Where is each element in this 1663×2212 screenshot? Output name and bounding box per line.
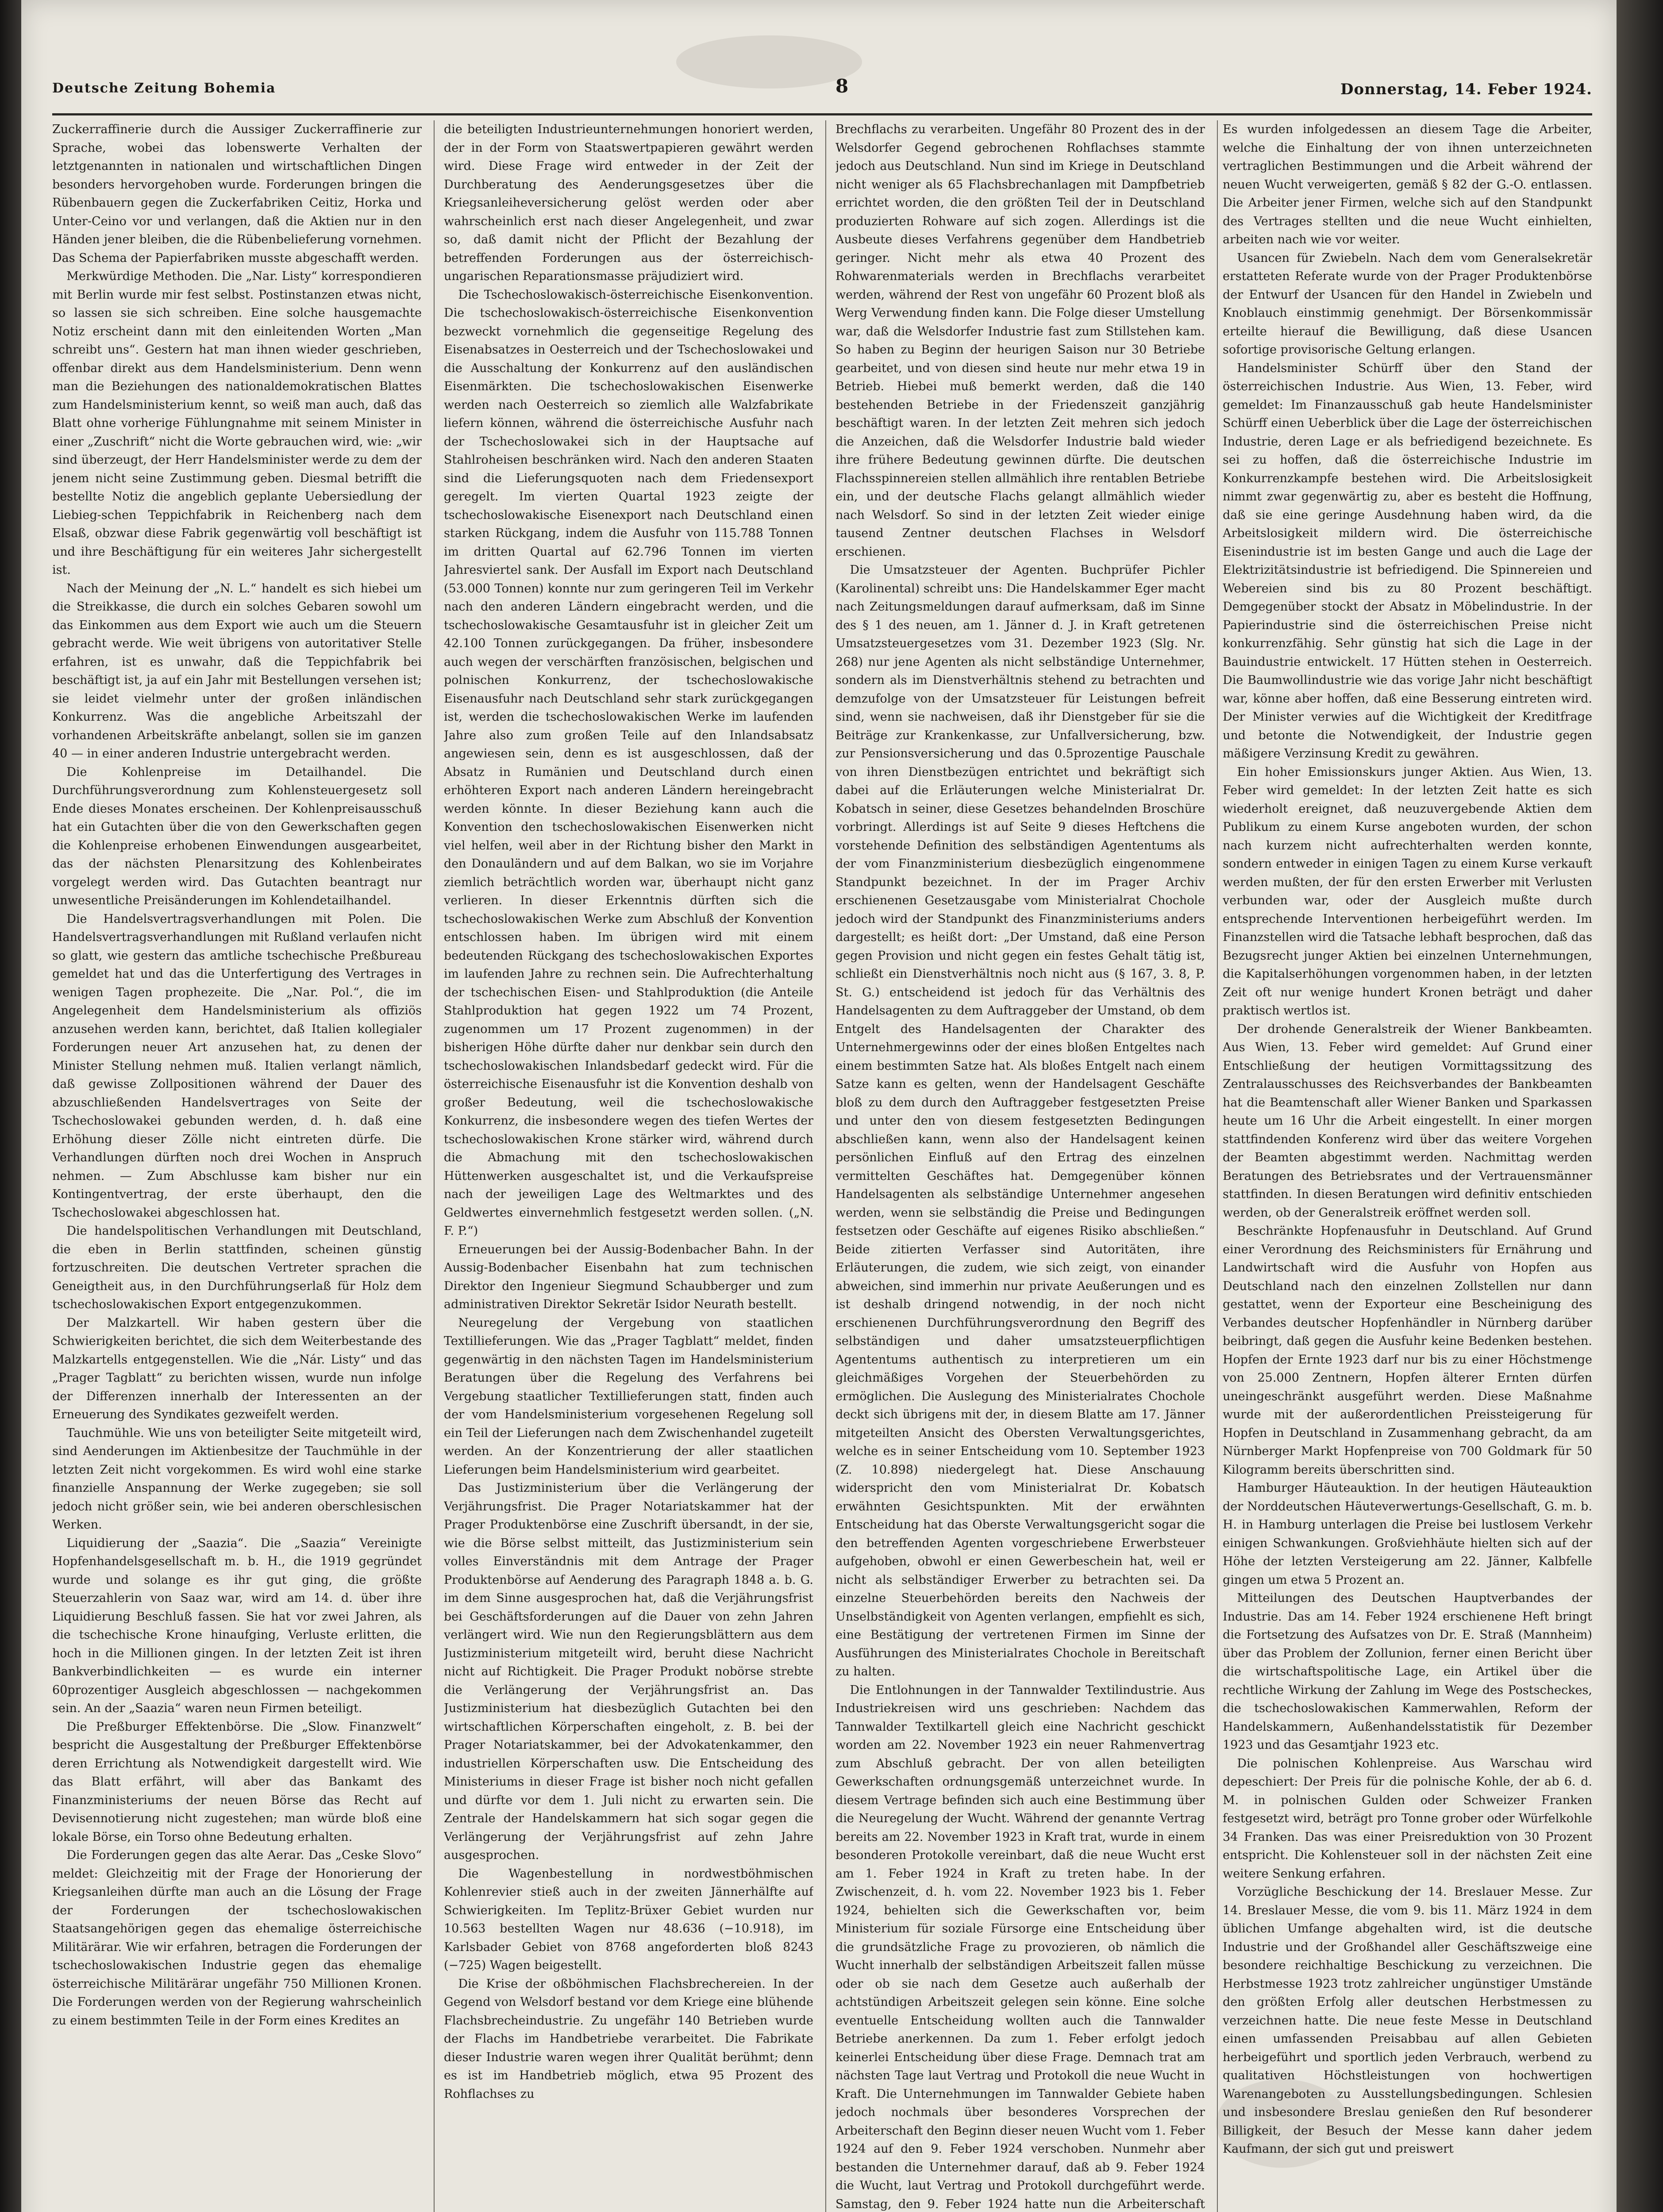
article-columns (52, 120, 1592, 2212)
column-2 (444, 120, 813, 2212)
article-paragraph: Merkwürdige Methoden. Die „Nar. Listy“ korrespondieren mit Berlin wurde mir fest selbst. Postinstanzen etwas nicht, so lassen sie sich schreiben. Eine solche hausgemachte Notiz erscheint dann mit den einleitenden Worten „Man schreibt uns“. Gestern hat man ihnen wieder geschrieben, offenbar direkt aus dem Handelsministerium. Denn wenn man die Beziehungen des nationaldemokratischen Blattes zum Handelsministerium kennt, so weiß man auch, daß das Blatt ohne vorherige Fühlungnahme mit seinem Minister in einer „Zuschrift“ nicht die Worte gebrauchen wird, wie: „wir sind überzeugt, der Herr Handelsminister werde zu dem der jenem nicht seine Zustimmung geben. Diesmal betrifft die bestellte Notiz die angeblich geplante Uebersiedlung der Liebieg-schen Teppichfabrik in Reichenberg nach dem Elsaß, obzwar diese Fabrik gegenwärtig voll beschäftigt ist und ihre Beschäftigung für ein weiteres Jahr sichergestellt ist. (52, 269, 422, 577)
article-paragraph: Die Preßburger Effektenbörse. Die „Slow. Finanzwelt“ bespricht die Ausgestaltung der Preßburger Effektenbörse deren Errichtung als Notwendigkeit dargestellt wird. Wie das Blatt erfährt, will aber das Bankamt des Finanzministeriums der neuen Börse das Recht auf Devisennotierung nicht zugestehen; man würde bloß eine lokale Börse, ein Torso ohne Bedeutung erhalten. (52, 1720, 422, 1844)
article-paragraph: Vorzügliche Beschickung der 14. Breslauer Messe. Zur 14. Breslauer Messe, die vom 9. bis 11. März 1924 in dem üblichen Umfange abgehalten wird, ist die deutsche Industrie und der Großhandel aller Geschäftszweige eine besondere reichhaltige Beschickung zu verzeichnen. Die Herbstmesse 1923 trotz zahlreicher ungünstiger Umstände den größten Erfolg aller deutschen Herbstmessen zu verzeichnen hatte. Die neue feste Messe in Deutschland einen umfassenden Preisabbau auf allen Gebieten herbeigeführt und sportlich jeden Verbrauch, werbend zu qualitativen Höchstleistungen von hochwertigen Warenangeboten zu Ausstellungsbedingungen. Schlesien und insbesondere Breslau genießen den Ruf besonderer Billigkeit, der Besuch der Messe kann daher jedem Kaufmann, der sich gut und preiswert (1223, 1885, 1592, 2156)
article-paragraph: Ein hoher Emissionskurs junger Aktien. Aus Wien, 13. Feber wird gemeldet: In der letzten Zeit hatte es sich wiederholt ereignet, daß neuzuvergebende Aktien dem Publikum zu einem Kurse angeboten wurden, der schon nach kurzem nicht aufrechterhalten werden konnte, sondern entweder in einigen Tagen zu einem Kurse verkauft werden mußten, der für den ersten Erwerber mit Verlusten verbunden war, oder der Ausgleich mußte durch entsprechende Interventionen herbeigeführt werden. Im Finanzstellen wird die Tatsache lebhaft besprochen, daß das Bezugsrecht junger Aktien bei einzelnen Unternehmungen, die Kapitalserhöhungen vorgenommen haben, in der letzten Zeit oft nur wenige hundert Kronen beträgt und daher praktisch wertlos ist. (1223, 765, 1592, 1018)
article-paragraph: Hamburger Häuteauktion. In der heutigen Häuteauktion der Norddeutschen Häuteverwertungs-Gesellschaft, G. m. b. H. in Hamburg unterlagen die Preise bei lustlosem Verkehr einigen Schwankungen. Großviehhäute hielten sich auf der Höhe der letzten Versteigerung am 22. Jänner, Kalbfelle gingen um etwa 5 Prozent an. (1223, 1481, 1592, 1587)
column-divider (434, 120, 435, 2212)
article-paragraph: Der Malzkartell. Wir haben gestern über die Schwierigkeiten berichtet, die sich dem Weiterbestande des Malzkartells entgegenstellen. Wie die „Nár. Listy“ und das „Prager Tagblatt“ zu berichten wissen, wurde nun infolge der Differenzen innerhalb der Interessenten an der Erneuerung des Syndikates gezweifelt werden. (52, 1316, 422, 1421)
masthead (52, 75, 1592, 111)
newspaper-name: Deutsche Zeitung Bohemia (52, 81, 276, 96)
page-number: 8 (835, 75, 849, 97)
article-paragraph: Erneuerungen bei der Aussig-Bodenbacher Bahn. In der Aussig-Bodenbacher Eisenbahn hat zum technischen Direktor den Ingenieur Siegmund Schaubberger und zum administrativen Direktor Sekretär Isidor Neurath bestellt. (444, 1242, 813, 1311)
article-paragraph: Nach der Meinung der „N. L.“ handelt es sich hiebei um die Streikkasse, die durch ein solches Gebaren sowohl um das Einkommen aus dem Export wie auch um die Steuern gebracht werde. Wie weit übrigens von autoritativer Stelle erfahren, ist es unwahr, daß die Teppichfabrik bei beschäftigt ist, ja auf ein Jahr mit Bestellungen versehen ist; sie leidet vielmehr unter der großen inländischen Konkurrenz. Was die angebliche Arbeitszahl der vorhandenen Arbeitskräfte anbelangt, sollen sie im ganzen 40 — in einer anderen Industrie untergebracht werden. (52, 581, 422, 760)
article-paragraph: Die Wagenbestellung in nordwestböhmischen Kohlenrevier stieß auch in der zweiten Jännerhälfte auf Schwierigkeiten. Im Teplitz-Brüxer Gebiet wurden nur 10.563 bestellten Wagen nur 48.636 (−10.918), im Karlsbader Gebiet von 8768 angeforderten bloß 8243 (−725) Wagen beigestellt. (444, 1866, 813, 1972)
issue-date: Donnerstag, 14. Feber 1924. (1340, 81, 1592, 98)
column-3 (835, 120, 1205, 2212)
column-divider (1217, 120, 1218, 2212)
article-paragraph: Die Tschechoslowakisch-österreichische Eisenkonvention. Die tschechoslowakisch-österreichische Eisenkonvention bezweckt vornehmlich die gegenseitige Regelung des Eisenabsatzes in Oesterreich und der Tschechoslowakei und die Ausschaltung der Konkurrenz auf den ausländischen Eisenmärkten. Die tschechoslowakischen Eisenwerke werden nach Oesterreich so ziemlich alle Walzfabrikate liefern können, während die österreichische Ausfuhr nach der Tschechoslowakei sich in der Hauptsache auf Stahlroheisen beschränken wird. Nach den anderen Staaten sind die Lieferungsquoten nach dem Friedensexport geregelt. Im vierten Quartal 1923 zeigte der tschechoslowakische Eisenexport nach Deutschland einen starken Rückgang, indem die Ausfuhr von 115.788 Tonnen im dritten Quartal auf 62.796 Tonnen im vierten Jahresviertel sank. Der Ausfall im Export nach Deutschland (53.000 Tonnen) konnte nur zum geringeren Teil im Verkehr nach den anderen Ländern eingebracht werden, und die tschechoslowakische Gesamtausfuhr ist in gleicher Zeit um 42.100 Tonnen zurückgegangen. Da früher, insbesondere auch wegen der verschärften französischen, belgischen und polnischen Konkurrenz, der tschechoslowakische Eisenausfuhr nach Deutschland sehr stark zurückgegangen ist, werden die tschechoslowakischen Werke im laufenden Jahre also zum großen Teile auf den Inlandsabsatz angewiesen sein, denn es ist ausgeschlossen, daß der Absatz in Rumänien und Deutschland durch einen erhöhteren Export nach anderen Ländern hereingebracht werden könnte. In dieser Beziehung kann auch die Konvention den tschechoslowakischen Eisenwerken nicht viel helfen, weil aber in der Richtung bisher den Markt in den Donauländern und auf dem Balkan, wo sie im Vorjahre ziemlich beträchtlich worden war, überhaupt nicht ganz verlieren. In dieser Erkenntnis dürften sich die tschechoslowakischen Werke zum Abschluß der Konvention entschlossen haben. Im übrigen wird mit einem bedeutenden Rückgang des tschechoslowakischen Exportes im laufenden Jahre zu rechnen sein. Die Aufrechterhaltung der tschechischen Eisen- und Stahlproduktion (die Anteile Stahlproduktion hat gegen 1922 um 74 Prozent, zugenommen um 17 Prozent zugenommen) in der bisherigen Höhe dürfte daher nur denkbar sein durch den tschechoslowakischen Inlandsbedarf gedeckt wird. Für die österreichische Eisenausfuhr ist die Konvention deshalb von großer Bedeutung, weil die tschechoslowakische Konkurrenz, die insbesondere wegen des tiefen Wertes der tschechoslowakischen Krone stärker wird, während durch die Abmachung mit den tschechoslowakischen Hüttenwerken ausgeschaltet ist, und die Verkaufspreise nach der jeweiligen Lage des Weltmarktes und des Geldwertes einvernehmlich festgesetzt werden sollen. („N. F. P.“) (444, 288, 813, 1238)
article-paragraph: Es wurden infolgedessen an diesem Tage die Arbeiter, welche die Einhaltung der von ihnen unterzeichneten vertraglichen Bestimmungen und die Arbeit während der neuen Wucht verweigerten, gemäß § 82 der G.-O. entlassen. Die Arbeiter jener Firmen, welche sich auf den Standpunkt des Vertrages stellten und die neue Wucht einhielten, arbeiten nach wie vor weiter. (1223, 123, 1592, 246)
article-paragraph: Die Entlohnungen in der Tannwalder Textilindustrie. Aus Industriekreisen wird uns geschrieben: Nachdem das Tannwalder Textilkartell gleich eine Nachricht geschickt worden am 22. November 1923 ein neuer Rahmenvertrag zum Abschluß gebracht. Der von allen beteiligten Gewerkschaften ordnungsgemäß unterzeichnet wurde. In diesem Vertrage befinden sich auch eine Bestimmung über die Neuregelung der Wucht. Während der genannte Vertrag bereits am 22. November 1923 in Kraft trat, wurde in einem besonderen Protokolle vereinbart, daß die neue Wucht erst am 1. Feber 1924 in Kraft zu treten habe. In der Zwischenzeit, d. h. vom 22. November 1923 bis 1. Feber 1924, behielten sich die Gewerkschaften vor, beim Ministerium für soziale Fürsorge eine Entscheidung über die grundsätzliche Frage zu provozieren, ob nämlich die Wucht innerhalb der selbständigen Arbeitszeit fallen müsse oder ob sie nach dem Gesetze auch außerhalb der achtstündigen Arbeitszeit gelegen sein könne. Eine solche eventuelle Entscheidung wollten auch die Tannwalder Betriebe anerkennen. Da zum 1. Feber erfolgt jedoch keinerlei Entscheidung über diese Frage. Demnach trat am nächsten Tage laut Vertrag und Protokoll die neue Wucht in Kraft. Die Unternehmungen im Tannwalder Gebiete haben jedoch nochmals über besonderes Vorsprechen der Arbeiterschaft den Beginn dieser neuen Wucht vom 1. Feber 1924 auf den 9. Feber 1924 verschoben. Nunmehr aber bestanden die Unternehmer darauf, daß ab 9. Feber 1924 die Wucht, laut Vertrag und Protokoll durchgeführt werde. Samstag, den 9. Feber 1924 hatte nun die Arbeiterschaft (835, 1683, 1205, 2211)
article-paragraph: Die Kohlenpreise im Detailhandel. Die Durchführungsverordnung zum Kohlensteuergesetz soll Ende dieses Monates erscheinen. Der Kohlenpreisausschuß hat ein Gutachten über die von den Gewerkschaften gegen die Kohlenpreise erhobenen Einwendungen ausgearbeitet, das der nächsten Plenarsitzung des Kohlenbeirates vorgelegt werden wird. Das Gutachten beantragt nur unwesentliche Preisänderungen im Kohlendetailhandel. (52, 765, 422, 907)
newspaper-page (21, 0, 1617, 2212)
article-paragraph: Der drohende Generalstreik der Wiener Bankbeamten. Aus Wien, 13. Feber wird gemeldet: Auf Grund einer Entschließung der heutigen Vormittagssitzung des Zentralausschusses des Reichsverbandes der Bankbeamten hat die Beamtenschaft aller Wiener Banken und Sparkassen heute um 16 Uhr die Arbeit eingestellt. In einer morgen stattfindenden Konferenz wird über das weitere Vorgehen der Beamten abgestimmt werden. Nachmittag werden Beratungen des Betriebsrates und der Vertrauensmänner stattfinden. In diesen Beratungen wird definitiv entschieden werden, ob der Generalstreik eröffnet werden soll. (1223, 1022, 1592, 1220)
article-paragraph: Brechflachs zu verarbeiten. Ungefähr 80 Prozent des in der Welsdorfer Gegend gebrochenen Rohflachses stammte jedoch aus Deutschland. Nun sind im Kriege in Deutschland nicht weniger als 65 Flachsbrechanlagen mit Dampfbetrieb errichtet worden, die den größten Teil der in Deutschland produzierten Rohware auf sich zogen. Allerdings ist die Ausbeute dieses Verfahrens gegenüber dem Handbetrieb geringer. Nicht mehr als etwa 40 Prozent des Rohwarenmaterials werden in Brechflachs verarbeitet werden, während der Rest von ungefähr 60 Prozent bloß als Werg Verwendung finden kann. Die Folge dieser Umstellung war, daß die Welsdorfer Industrie fast zum Stillstehen kam. So haben zu Beginn der heurigen Saison nur 30 Betriebe gearbeitet, und von diesen sind heute nur mehr etwa 19 in Betrieb. Hiebei muß bemerkt werden, daß die 140 bestehenden Betriebe in der Friedenszeit ganzjährig beschäftigt waren. In der letzten Zeit mehren sich jedoch die Anzeichen, daß die Welsdorfer Industrie bald wieder ihre frühere Bedeutung gewinnen dürfte. Die deutschen Flachsspinnereien stellen allmählich ihre rentablen Betriebe ein, und der deutsche Flachs gelangt allmählich wieder nach Welsdorf. So sind in der letzten Zeit wieder einige tausend Zentner deutschen Flachses in Welsdorf erschienen. (835, 123, 1205, 559)
article-paragraph: Die handelspolitischen Verhandlungen mit Deutschland, die eben in Berlin stattfinden, scheinen günstig fortzuschreiten. Die deutschen Vertreter sprachen die Geneigtheit aus, in den Durchführungserlaß für Holz dem tschechoslowakischen Export entgegenzukommen. (52, 1224, 422, 1311)
article-paragraph: Beschränkte Hopfenausfuhr in Deutschland. Auf Grund einer Verordnung des Reichsministers für Ernährung und Landwirtschaft wird die Ausfuhr von Hopfen aus Deutschland nach den einzelnen Zollstellen nur dann gestattet, wenn der Exporteur eine Bescheinigung des Verbandes deutscher Hopfenhändler in Nürnberg darüber beibringt, daß gegen die Ausfuhr keine Bedenken bestehen. Hopfen der Ernte 1923 darf nur bis zu einer Höchstmenge von 25.000 Zentnern, Hopfen älterer Ernten dürfen uneingeschränkt ausgeführt werden. Diese Maßnahme wurde mit der außerordentlichen Preissteigerung für Hopfen in Deutschland in Zusammenhang gebracht, da am Nürnberger Markt Hopfenpreise von 700 Goldmark für 50 Kilogramm bereits überschritten sind. (1223, 1224, 1592, 1477)
article-paragraph: Usancen für Zwiebeln. Nach dem vom Generalsekretär erstatteten Referate wurde von der Prager Produktenbörse der Entwurf der Usancen für den Handel in Zwiebeln und Knoblauch einstimmig genehmigt. Der Börsenkommissär erteilte hierauf die Bewilligung, daß diese Usancen sofortige provisorische Geltung erlangen. (1223, 251, 1592, 357)
scan-edge-left (0, 0, 21, 2212)
column-1 (52, 120, 422, 2212)
header-rule (52, 113, 1592, 115)
column-divider (825, 120, 826, 2212)
article-paragraph: Neuregelung der Vergebung von staatlichen Textillieferungen. Wie das „Prager Tagblatt“ meldet, finden gegenwärtig in den nächsten Tagen im Handelsministerium Beratungen über die Regelung des Verfahrens bei Vergebung staatlicher Textillieferungen statt, finden auch der vom Handelsministerium vorgesehenen Regelung soll ein Teil der Lieferungen nach dem Zwischenhandel zugeteilt werden. An der Konzentrierung der aller staatlichen Lieferungen beim Handelsministerium wird gearbeitet. (444, 1316, 813, 1477)
article-paragraph: Tauchmühle. Wie uns von beteiligter Seite mitgeteilt wird, sind Aenderungen im Aktienbesitze der Tauchmühle in der letzten Zeit nicht vorgekommen. Es wird wohl eine starke finanzielle Anspannung der Werke zugegeben; sie soll jedoch nicht größer sein, wie bei anderen oberschlesischen Werken. (52, 1426, 422, 1532)
article-paragraph: Die Handelsvertragsverhandlungen mit Polen. Die Handelsvertragsverhandlungen mit Rußland verlaufen nicht so glatt, wie gestern das amtliche tschechische Preßbureau gemeldet hat und das die Unterfertigung des Vertrages in wenigen Tagen prophezeite. Die „Nar. Pol.“, die im Angelegenheit dem Handelsministerium als offiziös anzusehen werden kann, berichtet, daß Italien kollegialer Forderungen neuer Art anzusehen hat, zu denen der Minister Stellung nehmen muß. Italien verlangt nämlich, daß gewisse Zollpositionen während der Dauer des abzuschließenden Handelsvertrages von Seite der Tschechoslowakei gebunden werden, d. h. daß eine Erhöhung dieser Zölle nicht eintreten dürfe. Die Verhandlungen dürften noch drei Wochen in Anspruch nehmen. — Zum Abschlusse kam bisher nur ein Kontingentvertrag, der erste überhaupt, den die Tschechoslowakei abgeschlossen hat. (52, 912, 422, 1220)
article-paragraph: die beteiligten Industrieunternehmungen honoriert werden, der in der Form von Staatswertpapieren gewährt werden wird. Diese Frage wird entweder in der Zeit der Durchberatung des Aenderungsgesetzes über die Kriegsanleiheversicherung gelöst werden oder aber wahrscheinlich erst nach dieser Angelegenheit, und zwar so, daß damit nicht der Pflicht der Bezahlung der betreffenden Forderungen aus der österreichisch-ungarischen Reparationsmasse präjudiziert wird. (444, 123, 813, 283)
scan-edge-right (1617, 0, 1663, 2212)
column-4 (1223, 120, 1592, 2212)
article-paragraph: Die polnischen Kohlenpreise. Aus Warschau wird depeschiert: Der Preis für die polnische Kohle, der ab 6. d. M. in polnischen Gulden oder Schweizer Franken festgesetzt wird, beträgt pro Tonne grober oder Würfelkohle 34 Franken. Das was einer Preisreduktion von 30 Prozent entspricht. Die Kohlensteuer soll in der nächsten Zeit eine weitere Senkung erfahren. (1223, 1756, 1592, 1881)
article-paragraph: Die Forderungen gegen das alte Aerar. Das „Ceske Slovo“ meldet: Gleichzeitig mit der Frage der Honorierung der Kriegsanleihen dürfte man auch an die Lösung der Frage der Forderungen der tschechoslowakischen Staatsangehörigen gegen das ehemalige österreichische Militärärar. Wie wir erfahren, betragen die Forderungen der tschechoslowakischen Industrie gegen das ehemalige österreichische Militärärar ungefähr 750 Millionen Kronen. Die Forderungen werden von der Regierung wahrscheinlich zu einem bestimmten Teile in der Form eines Kredites an (52, 1848, 422, 2028)
article-paragraph: Zuckerraffinerie durch die Aussiger Zuckerraffinerie zur Sprache, wobei das lobenswerte Verhalten der letztgenannten in nationalen und wirtschaftlichen Dingen besonders hervorgehoben wurde. Forderungen bringen die Rübenbauern gegen die Zuckerfabriken Ceitiz, Horka und Unter-Ceino vor und verlangen, daß die Aktien nur in den Händen jener bleiben, die die Rübenbelieferung vornehmen. Das Schema der Papierfabriken musste abgeschafft werden. (52, 123, 422, 265)
article-paragraph: Mitteilungen des Deutschen Hauptverbandes der Industrie. Das am 14. Feber 1924 erschienene Heft bringt die Fortsetzung des Aufsatzes von Dr. E. Straß (Mannheim) über das Problem der Zollunion, ferner einen Bericht über die wirtschaftspolitische Lage, ein Artikel über die rechtliche Wirkung der Zahlung im Wege des Postscheckes, die tschechoslowakischen Kammerwahlen, Reform der Handelskammern, Außenhandelsstatistik für Dezember 1923 und das Gesamtjahr 1923 etc. (1223, 1591, 1592, 1752)
article-paragraph: Handelsminister Schürff über den Stand der österreichischen Industrie. Aus Wien, 13. Feber, wird gemeldet: Im Finanzausschuß gab heute Handelsminister Schürff einen Ueberblick über die Lage der österreichischen Industrie, deren Lage er als befriedigend bezeichnete. Es sei zu hoffen, daß die österreichische Industrie im Konkurrenzkampfe bestehen wird. Die Arbeitslosigkeit nimmt zwar gegenwärtig zu, aber es besteht die Hoffnung, daß sie eine geringe Ausdehnung haben wird, da die Arbeitslosigkeit mildern wird. Die österreichische Eisenindustrie ist im besten Gange und auch die Lage der Elektrizitätsindustrie ist befriedigend. Die Spinnereien und Webereien sind bis zu 80 Prozent beschäftigt. Demgegenüber stockt der Absatz in Möbelindustrie. In der Papierindustrie sind die österreichischen Preise nicht konkurrenzfähig. Sehr günstig hat sich die Lage in der Bauindustrie entwickelt. 17 Hütten stehen in Oesterreich. Die Baumwollindustrie wie das vorige Jahr nicht beschäftigt war, könne aber hoffen, daß eine Besserung eintreten wird. Der Minister verwies auf die Wichtigkeit der Kreditfrage und betonte die Notwendigkeit, der Industrie gegen mäßigere Verzinsung Kredit zu gewähren. (1223, 361, 1592, 760)
article-paragraph: Das Justizministerium über die Verlängerung der Verjährungsfrist. Die Prager Notariatskammer hat der Prager Produktenbörse eine Zuschrift übersandt, in der sie, wie die Börse selbst mitteilt, das Justizministerium sein volles Einverständnis mit dem Antrage der Prager Produktenbörse auf Aenderung des Paragraph 1848 a. b. G. im dem Sinne ausgesprochen hat, daß die Verjährungsfrist bei Geschäftsforderungen auf die Dauer von zehn Jahren verlängert wird. Wie nun den Regierungsblättern aus dem Justizministerium mitgeteilt wird, beruht diese Nachricht nicht auf Richtigkeit. Die Prager Produkt nobörse strebte die Verlängerung der Verjährungsfrist an. Das Justizministerium hat diesbezüglich Gutachten bei den wirtschaftlichen Körperschaften eingeholt, z. B. bei der Prager Notariatskammer, bei der Advokatenkammer, den industriellen Körperschaften usw. Die Entscheidung des Ministeriums in dieser Frage ist bisher noch nicht gefallen und dürfte vor dem 1. Juli nicht zu erwarten sein. Die Zentrale der Handelskammern hat sich sogar gegen die Verlängerung der Verjährungsfrist auf zehn Jahre ausgesprochen. (444, 1481, 813, 1862)
article-paragraph: Die Krise der oßböhmischen Flachsbrechereien. In der Gegend von Welsdorf bestand vor dem Kriege eine blühende Flachsbrecheindustrie. Zu ungefähr 140 Betrieben wurde der Flachs im Handbetriebe verarbeitet. Die Fabrikate dieser Industrie waren wegen ihrer Qualität berühmt; denn es ist im Handbetrieb möglich, etwa 95 Prozent des Rohflachses zu (444, 1977, 813, 2101)
article-paragraph: Liquidierung der „Saazia“. Die „Saazia“ Vereinigte Hopfenhandelsgesellschaft m. b. H., die 1919 gegründet wurde und solange es ihr gut ging, die größte Steuerzahlerin von Saaz war, wird am 14. d. über ihre Liquidierung Beschluß fassen. Sie hat vor zwei Jahren, als die tschechische Krone hinaufging, Verluste erlitten, die hoch in die Millionen gingen. In der letzten Zeit ist ihren Bankverbindlichkeiten — es wurde ein interner 60prozentiger Ausgleich abgeschlossen — nachgekommen sein. An der „Saazia“ waren neun Firmen beteiligt. (52, 1536, 422, 1715)
article-paragraph: Die Umsatzsteuer der Agenten. Buchprüfer Pichler (Karolinental) schreibt uns: Die Handelskammer Eger macht nach Zeitungsmeldungen darauf aufmerksam, daß im Sinne des § 1 des neuen, am 1. Jänner d. J. in Kraft getretenen Umsatzsteuergesetzes vom 31. Dezember 1923 (Slg. Nr. 268) nur jene Agenten als nicht selbständige Unternehmer, sondern als im Dienstverhältnis stehend zu betrachten und demzufolge von der Umsatzsteuer für Leistungen befreit sind, wenn sie nachweisen, daß ihr Dienstgeber für sie die Beiträge zur Krankenkasse, zur Unfallversicherung, bzw. zur Pensionsversicherung und das 0.5prozentige Pauschale von ihren Dienstbezügen entrichtet und bekräftigt sich dabei auf die Erläuterungen welche Ministerialrat Dr. Kobatsch in seiner, diese Gesetzes behandelnden Broschüre vorbringt. Allerdings ist auf Seite 9 dieses Heftchens die vorstehende Definition des selbständigen Agententums als der vom Finanzministerium diesbezüglich eingenommene Standpunkt bezeichnet. In der im Prager Archiv erschienenen Gesetzausgabe vom Ministerialrat Chochole jedoch wird der Standpunkt des Finanzministeriums anders dargestellt; es heißt dort: „Der Umstand, daß eine Person gegen Provision und nicht gegen ein festes Gehalt tätig ist, schließt ein Dienstverhältnis noch nicht aus (§ 167, 3. 8, P. St. G.) entscheidend ist jedoch für das Verhältnis des Handelsagenten zu dem Auftraggeber der Umstand, ob dem Entgelt des Handelsagenten der Charakter des Unternehmergewinns oder der eines bloßen Entgeltes nach einem bestimmten Satze hat. Als bloßes Entgelt nach einem Satze kann es gelten, wenn der Handelsagent Geschäfte bloß zu dem durch den Auftraggeber festgesetzten Preise und unter den von diesem festgesetzten Bedingungen abschließen kann, wenn also der Handelsagent keinen persönlichen Einfluß auf den Ertrag des einzelnen vermittelten Geschäftes hat. Demgegenüber können Handelsagenten als selbständige Unternehmer angesehen werden, wenn sie selbständig die Preise und Bedingungen festsetzen oder Geschäfte auf eigenes Risiko abschließen.“ Beide zitierten Verfasser sind Autoritäten, ihre Erläuterungen, die zudem, wie sich zeigt, von einander abweichen, sind immerhin nur private Aeußerungen und es ist deshalb dringend notwendig, in der noch nicht erschienenen Durchführungsverordnung den Begriff des selbständigen und daher umsatzsteuerpflichtigen Agententums authentisch zu interpretieren um ein gleichmäßiges Vorgehen der Steuerbehörden zu ermöglichen. Die Auslegung des Ministerialrates Chochole deckt sich übrigens mit der, in diesem Blatte am 17. Jänner mitgeteilten Ansicht des Obersten Verwaltungsgerichtes, welche es in seiner Entscheidung vom 10. September 1923 (Z. 10.898) niedergelegt hat. Diese Anschauung widerspricht den vom Ministerialrat Dr. Kobatsch erwähnten Gesichtspunkten. Mit der erwähnten Entscheidung hat das Oberste Verwaltungsgericht sogar die den betreffenden Agenten vorgeschriebene Erwerbsteuer aufgehoben, obwohl er einen Gewerbeschein hat, weil er nicht als selbständiger Erwerber zu betrachten sei. Da einzelne Steuerbehörden bereits den Nachweis der Unselbständigkeit von Agenten verlangen, empfiehlt es sich, eine Bestätigung der vertretenen Firmen im Sinne der Ausführungen des Ministerialrates Chochole in Bereitschaft zu halten. (835, 563, 1205, 1678)
